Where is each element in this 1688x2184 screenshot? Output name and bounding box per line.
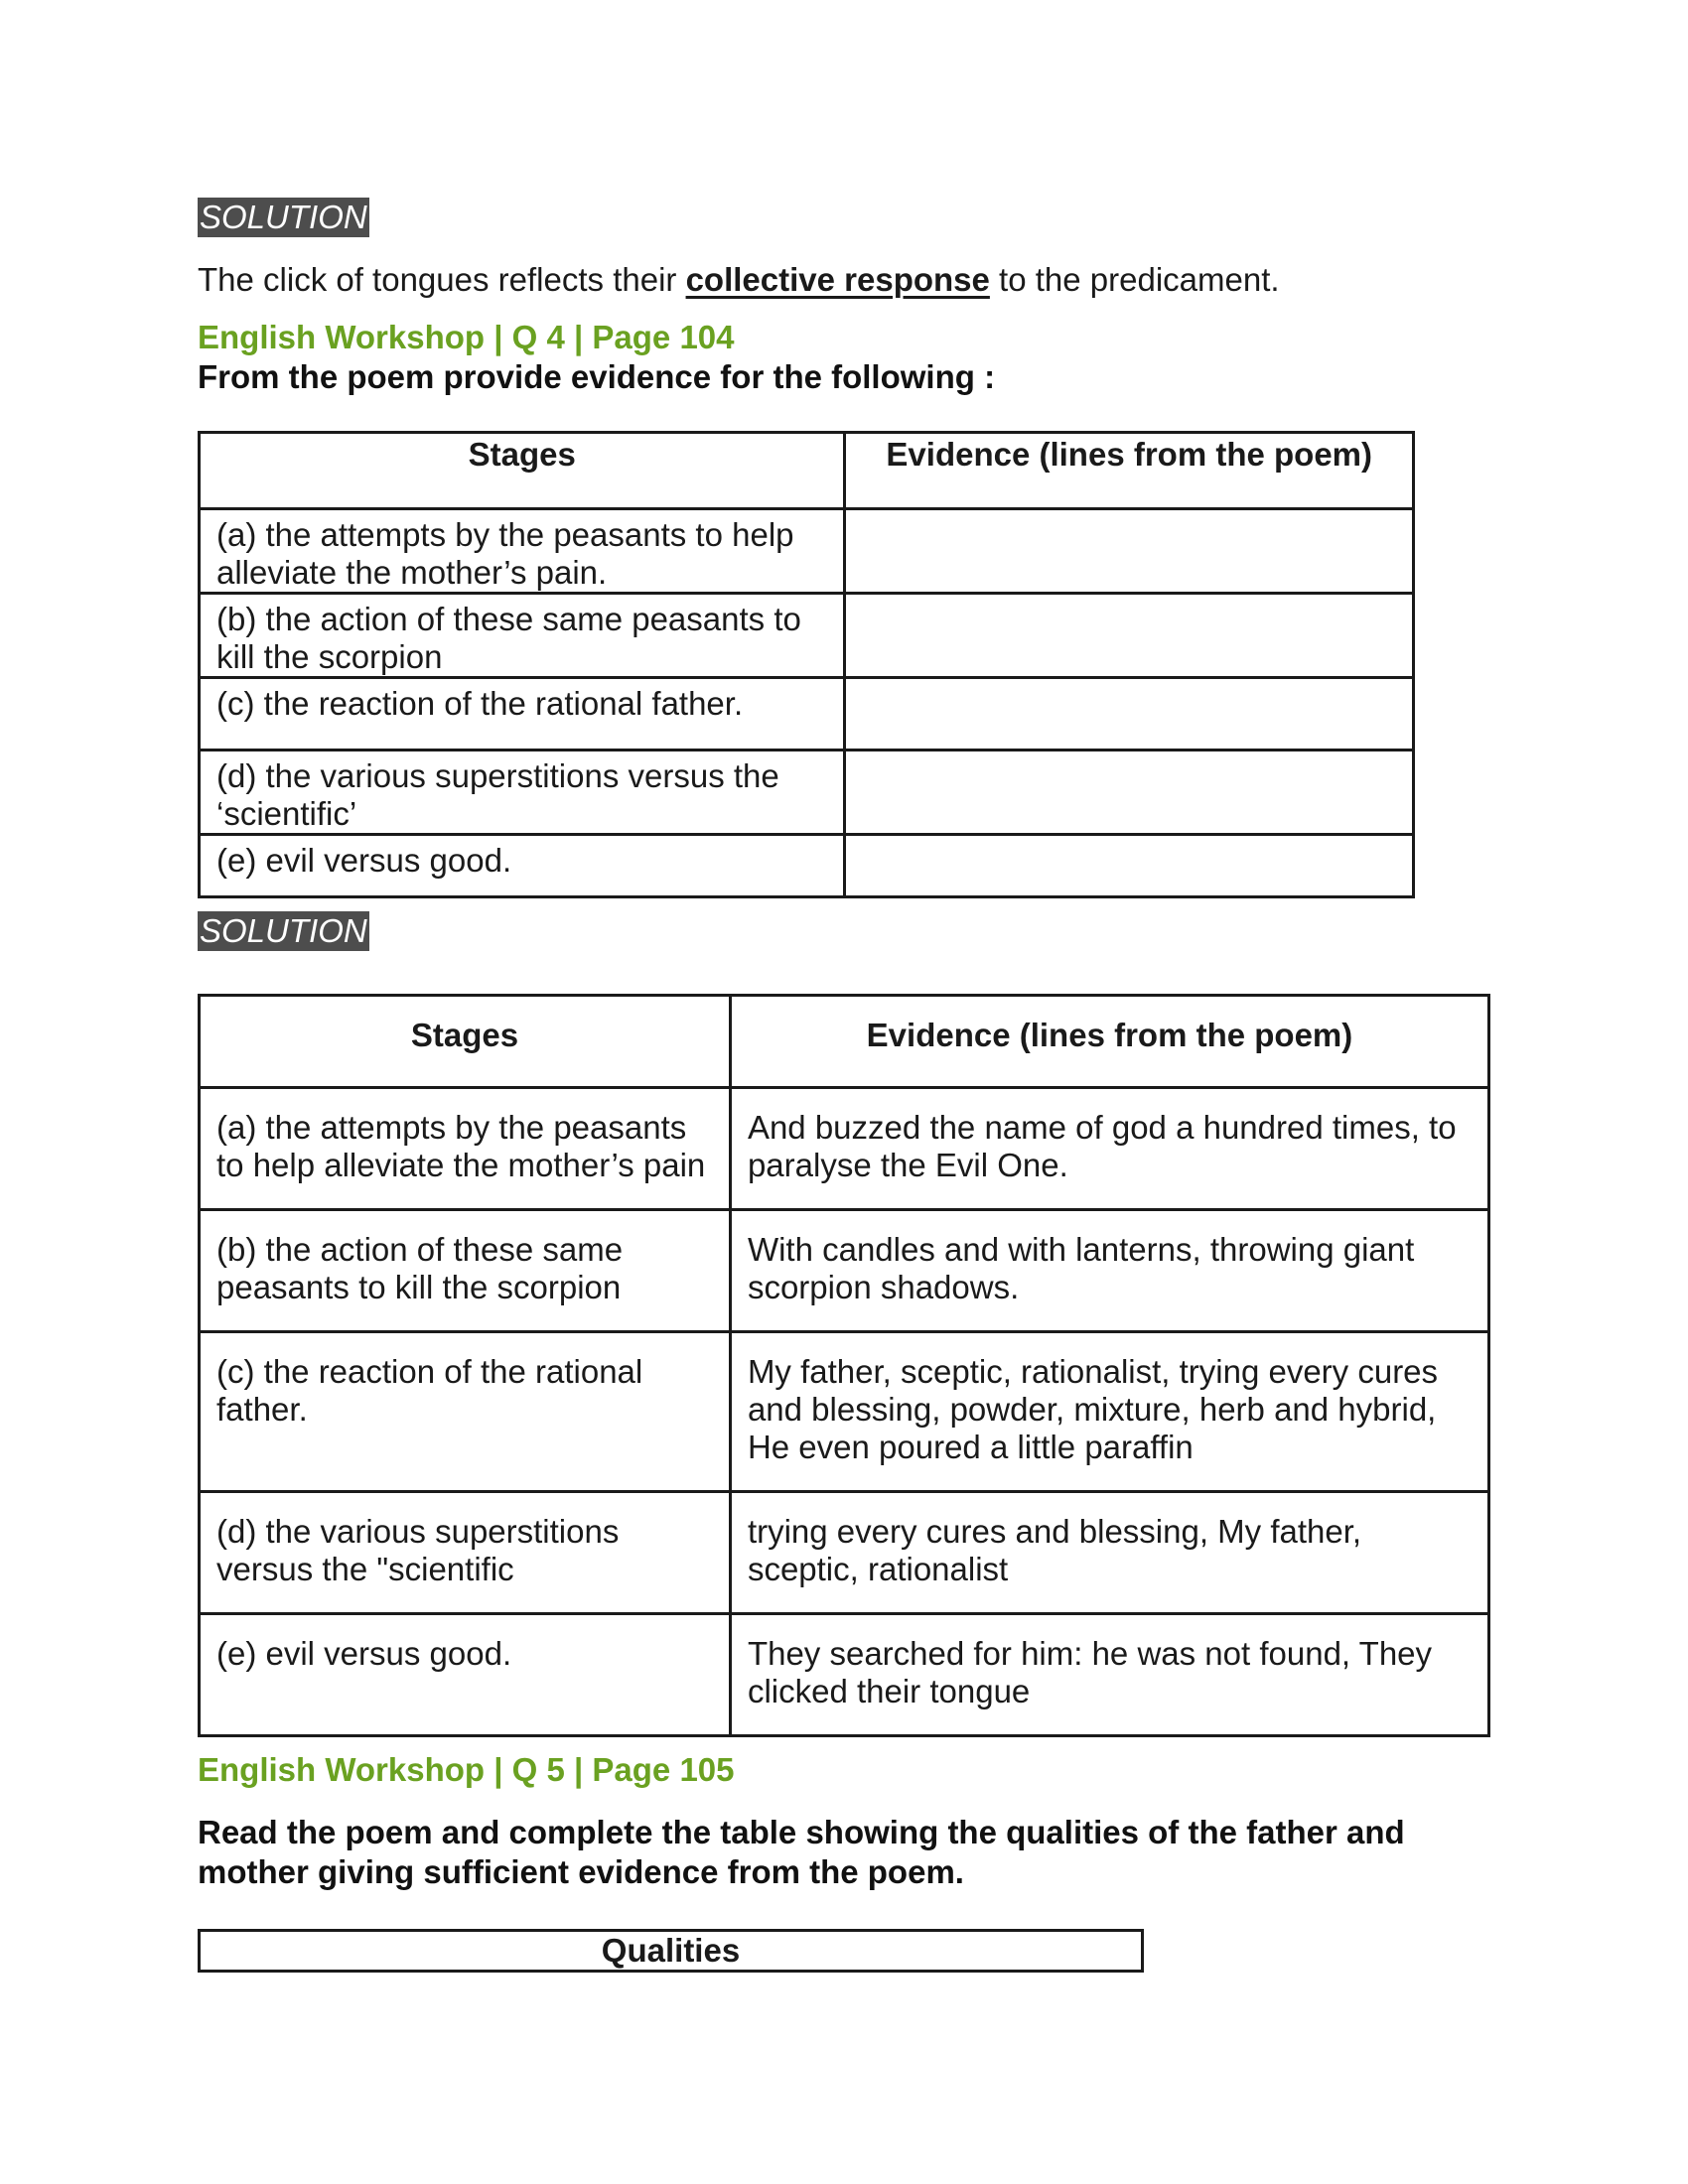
- q4-instruction: From the poem provide evidence for the following :: [198, 358, 996, 395]
- header-evidence: Evidence (lines from the poem): [730, 996, 1488, 1088]
- evidence-cell: My father, sceptic, rationalist, trying every cures and blessing, powder, mixture, herb and hybrid, He even poured a little paraffin: [730, 1332, 1488, 1492]
- q4-heading: English Workshop | Q 4 | Page 104: [198, 319, 735, 355]
- stage-cell: (a) the attempts by the peasants to help alleviate the mother’s pain.: [200, 509, 845, 594]
- intro-text-before: The click of tongues reflects their: [198, 261, 686, 298]
- table-header-row: [200, 433, 1414, 509]
- header-evidence: Evidence (lines from the poem): [845, 433, 1414, 509]
- stage-cell: (b) the action of these same peasants to kill the scorpion: [200, 594, 845, 678]
- evidence-cell-empty: [845, 509, 1414, 594]
- intro-text-after: to the predicament.: [989, 261, 1280, 298]
- evidence-cell-empty: [845, 751, 1414, 835]
- table-row: [200, 1492, 1489, 1614]
- stage-cell: (b) the action of these same peasants to kill the scorpion: [200, 1210, 731, 1332]
- q4-question-table: [198, 431, 1415, 898]
- q4-solution-table: [198, 994, 1490, 1737]
- table-row: [200, 1614, 1489, 1736]
- table-header-row: [200, 996, 1489, 1088]
- stage-cell: (e) evil versus good.: [200, 1614, 731, 1736]
- table-row: [200, 1088, 1489, 1210]
- stage-cell: (e) evil versus good.: [200, 835, 845, 897]
- solution-label: SOLUTION: [200, 199, 367, 235]
- intro-paragraph: [198, 260, 1280, 300]
- table-row: [200, 751, 1414, 835]
- q5-instruction: Read the poem and complete the table showing the qualities of the father and mother giving sufficient evidence from the poem.: [198, 1814, 1405, 1890]
- evidence-cell: With candles and with lanterns, throwing giant scorpion shadows.: [730, 1210, 1488, 1332]
- table-row: [200, 509, 1414, 594]
- q5-table: [198, 1929, 1144, 1973]
- stage-cell: (d) the various superstitions versus the "scientific: [200, 1492, 731, 1614]
- solution-label: SOLUTION: [200, 912, 367, 949]
- evidence-cell: And buzzed the name of god a hundred times, to paralyse the Evil One.: [730, 1088, 1488, 1210]
- evidence-cell: trying every cures and blessing, My father, sceptic, rationalist: [730, 1492, 1488, 1614]
- table-row: [200, 1210, 1489, 1332]
- header-qualities: Qualities: [200, 1931, 1143, 1972]
- table-row: [200, 594, 1414, 678]
- evidence-cell: They searched for him: he was not found, They clicked their tongue: [730, 1614, 1488, 1736]
- intro-emphasis: collective response: [685, 261, 990, 298]
- stage-cell: (c) the reaction of the rational father.: [200, 1332, 731, 1492]
- table-row: [200, 835, 1414, 897]
- stage-cell: (c) the reaction of the rational father.: [200, 678, 845, 751]
- stage-cell: (d) the various superstitions versus the ‘scientific’: [200, 751, 845, 835]
- table-row: [200, 1332, 1489, 1492]
- evidence-cell-empty: [845, 835, 1414, 897]
- evidence-cell-empty: [845, 678, 1414, 751]
- evidence-cell-empty: [845, 594, 1414, 678]
- q5-heading: English Workshop | Q 5 | Page 105: [198, 1751, 735, 1788]
- table-header-row: [200, 1931, 1143, 1972]
- header-stages: Stages: [200, 433, 845, 509]
- header-stages: Stages: [200, 996, 731, 1088]
- table-row: [200, 678, 1414, 751]
- stage-cell: (a) the attempts by the peasants to help alleviate the mother’s pain: [200, 1088, 731, 1210]
